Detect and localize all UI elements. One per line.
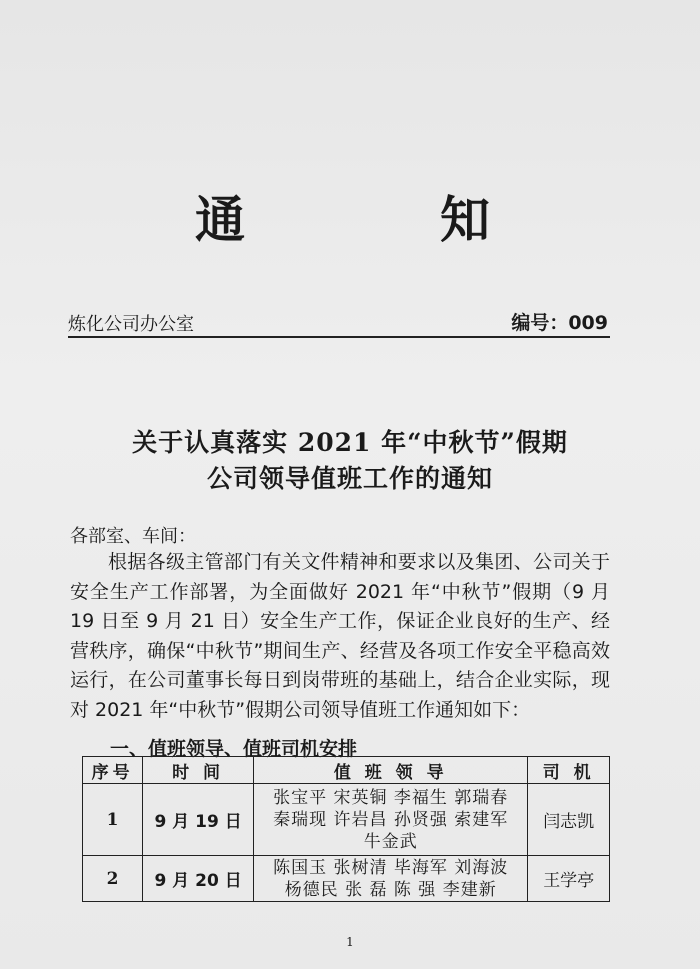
table-header-row xyxy=(83,757,610,784)
leader-line: 杨德民 张 磊 陈 强 李建新 xyxy=(284,879,497,900)
title-char-1: 通 xyxy=(195,190,245,249)
salutation: 各部室、车间： xyxy=(70,526,196,547)
header-time: 时 间 xyxy=(143,757,254,784)
row-date: 9 月 19 日 xyxy=(143,784,254,856)
body-paragraph: 根据各级主管部门有关文件精神和要求以及集团、公司关于安全生产工作部署，为全面做好 2021 年“中秋节”假期（9 月 19 日至 9 月 21 日）安全生产工作，保证企业良好的生产、经营秩序，确保“中秋节”期间生产、经营及各项工作安全平稳高效运行，在公司董事长每日到岗带班的基础上，结合企业实际，现对 2021 年“中秋节”假期公司领导值班工作通知如下： xyxy=(70,551,610,721)
section-heading: 一、值班领导、值班司机安排 xyxy=(110,738,358,760)
leader-line: 牛金武 xyxy=(363,831,418,852)
heading-line-1: 关于认真落实 2021 年“中秋节”假期 xyxy=(132,428,568,457)
page-number: 1 xyxy=(346,935,354,949)
row-leaders xyxy=(254,856,528,902)
row-seq: 1 xyxy=(83,784,143,856)
table-row xyxy=(83,856,610,902)
row-driver: 闫志凯 xyxy=(528,784,610,856)
heading-line-2: 公司领导值班工作的通知 xyxy=(206,464,493,493)
header-driver: 司 机 xyxy=(528,757,610,784)
row-leaders xyxy=(254,784,528,856)
issuer-row xyxy=(68,308,610,338)
leader-line: 秦瑞现 许岩昌 孙贤强 索建军 xyxy=(273,809,509,830)
row-seq: 2 xyxy=(83,856,143,902)
row-driver: 王学亭 xyxy=(528,856,610,902)
table-row xyxy=(83,784,610,856)
leader-line: 陈国玉 张树清 毕海军 刘海波 xyxy=(273,857,509,878)
title-char-2: 知 xyxy=(440,190,490,249)
duty-table xyxy=(82,756,610,902)
document-number: 编号：009 xyxy=(511,312,608,334)
header-seq: 序号 xyxy=(83,757,143,784)
issuer-name: 炼化公司办公室 xyxy=(68,314,194,335)
leader-line: 张宝平 宋英铜 李福生 郭瑞春 xyxy=(273,787,509,808)
header-leader: 值 班 领 导 xyxy=(254,757,528,784)
row-date: 9 月 20 日 xyxy=(143,856,254,902)
